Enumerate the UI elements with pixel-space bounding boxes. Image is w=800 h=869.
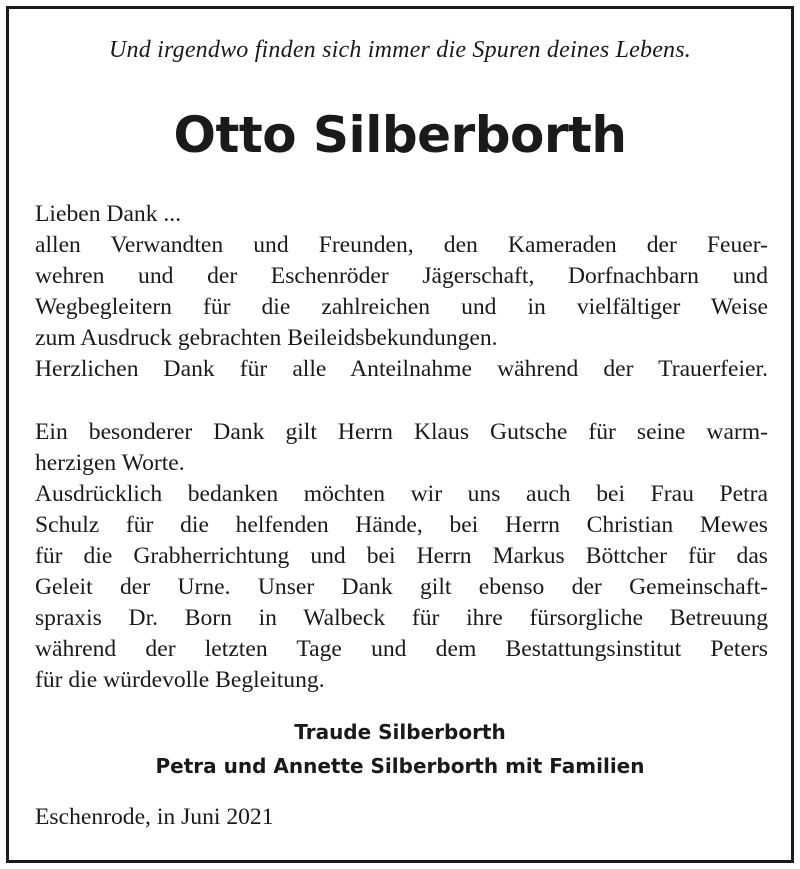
text-line: herzigen Worte.: [35, 450, 185, 476]
text-line: spraxis Dr. Born in Walbeck für ihre fürsorgliche Betreuung: [35, 605, 768, 631]
obituary-notice: [6, 6, 794, 863]
text-line: zum Ausdruck gebrachten Beileidsbekundungen.: [35, 325, 498, 351]
text-line: Ein besonderer Dank gilt Herrn Klaus Gutsche für seine warm-: [35, 419, 768, 445]
motto-quote: Und irgendwo finden sich immer die Spuren deines Lebens.: [108, 37, 691, 63]
deceased-name: Otto Silberborth: [173, 106, 627, 164]
text-line: Wegbegleitern für die zahlreichen und in vielfältiger Weise: [35, 294, 768, 320]
text-line: Lieben Dank ...: [35, 201, 182, 227]
place-and-date: Eschenrode, in Juni 2021: [35, 804, 274, 830]
signatures: [9, 715, 791, 783]
text-line: während der letzten Tage und dem Bestattungsinstitut Peters: [35, 636, 768, 662]
signature-line: Petra und Annette Silberborth mit Familien: [155, 754, 645, 778]
text-line: allen Verwandten und Freunden, den Kameraden der Feuer-: [35, 232, 768, 258]
text-line: für die Grabherrichtung und bei Herrn Markus Böttcher für das: [35, 543, 768, 569]
text-line: Geleit der Urne. Unser Dank gilt ebenso der Gemeinschaft-: [35, 574, 768, 600]
text-line: Ausdrücklich bedanken möchten wir uns auch bei Frau Petra: [35, 481, 768, 507]
text-line: Schulz für die helfenden Hände, bei Herrn Christian Mewes: [35, 512, 768, 538]
text-line: für die würdevolle Begleitung.: [35, 667, 325, 693]
text-line: wehren und der Eschenröder Jägerschaft, Dorfnachbarn und: [35, 263, 768, 289]
signature-line: Traude Silberborth: [294, 720, 506, 744]
thanks-paragraph-1: [35, 199, 768, 385]
text-line: Herzlichen Dank für alle Anteilnahme während der Trauerfeier.: [35, 356, 768, 382]
thanks-paragraph-2: [35, 417, 768, 696]
